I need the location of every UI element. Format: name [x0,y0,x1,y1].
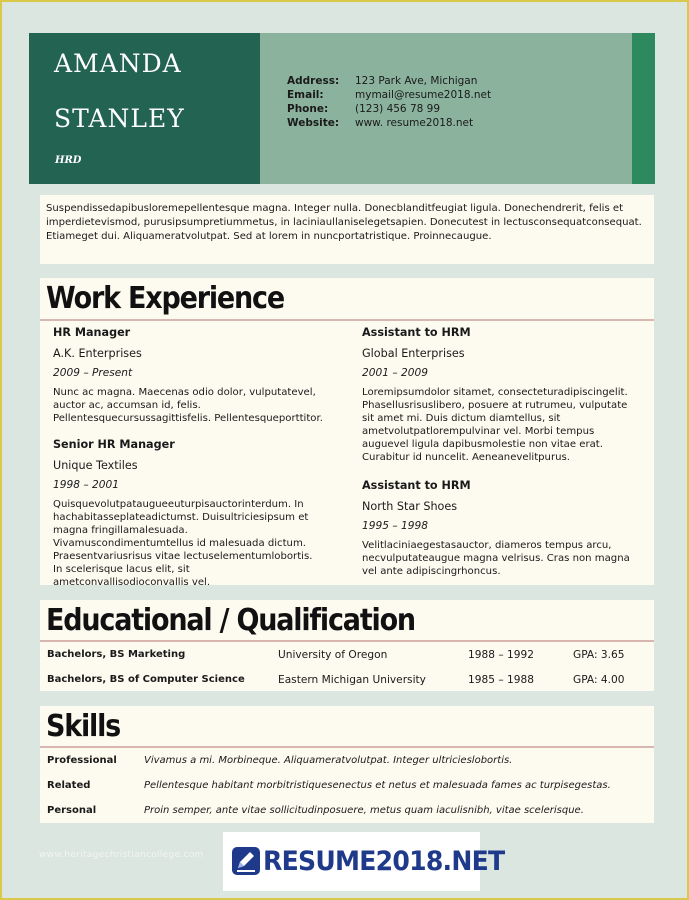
skill-name: Personal [47,805,97,816]
work-experience-section [40,278,654,588]
skill-name: Professional [47,755,117,766]
job-entry [53,326,323,425]
section-divider [40,319,654,321]
skill-description: Vivamus a mi. Morbineque. Aliquameratvolutpat. Integer ultricieslobortis. [144,755,513,766]
education-row [40,674,654,690]
header-accent-bar [632,33,655,184]
job-title: HR Manager [53,326,131,339]
job-dates: 2009 – Present [53,367,133,379]
skill-description: Pellentesque habitant morbitristiquesenectus et netus et malesuada fames ac turpisegestas. [144,780,611,791]
school: Eastern Michigan University [278,674,426,686]
skill-description: Proin semper, ante vitae sollicitudinposuere, metus quam iaculisnibh, vitae scelerisque. [144,805,584,816]
job-title: Senior HR Manager [53,438,175,451]
contact-label: Address: [287,75,340,87]
section-title: Skills [46,709,121,744]
last-name: STANLEY [54,104,185,133]
education-section [40,600,654,691]
job-company: North Star Shoes [362,500,458,513]
resume-page [2,2,687,898]
skill-row [40,805,654,821]
job-dates: 1998 – 2001 [53,479,119,491]
pencil-icon [231,846,261,880]
gpa: GPA: 4.00 [573,674,625,686]
contact-block [260,33,632,184]
section-title: Educational / Qualification [46,603,415,638]
degree: Bachelors, BS Marketing [47,649,186,660]
contact-value[interactable]: mymail@resume2018.net [355,89,492,101]
job-entry [53,438,323,589]
job-title: Assistant to HRM [362,479,471,492]
summary-text: Suspendissedapibusloremepellentesque magna. Integer nulla. Donecblanditfeugiat ligula. Donechendrerit, felis et imperdietevismod, purusipsumpretiummetus, in laciniaullaniselegetsapien. Donecutest in lectusconsequatconsequat. Etiameget dui. Aliquameratvolutpat. Sed at lorem in nuncportatristique. Proinnecaugue. [46,203,642,242]
job-description: Loremipsumdolor sitamet, consecteturadipiscingelit. Phasellusrisuslibero, posuere at rutrumeu, vulputate sit amet mi. Duis dictum diamtellus, sit ametvolutpatlorempulvinar vel. Morbi tempus auguevel ligula dapibusmolestie non vitae erat. Curabitur id nuncelit. Aeneanevelitpurus. [362,387,628,463]
section-title: Work Experience [46,281,284,316]
degree: Bachelors, BS of Computer Science [47,674,245,685]
years: 1988 – 1992 [468,649,534,661]
job-dates: 1995 – 1998 [362,520,428,532]
job-dates: 2001 – 2009 [362,367,428,379]
contact-value: (123) 456 78 99 [355,103,441,115]
skill-name: Related [47,780,91,791]
first-name: AMANDA [54,49,182,78]
skills-section [40,706,654,823]
name-block [29,33,260,184]
school: University of Oregon [278,649,388,661]
contact-value[interactable]: www. resume2018.net [355,117,474,129]
years: 1985 – 1988 [468,674,534,686]
job-description: Quisquevolutpataugueeuturpisauctorinterdum. In hachabitasseplateadictumst. Duisultriciesipsum et magna fringillamalesuada. Vivamuscondimentumtellus id malesuada dictum. Praesentvariusrisus vitae lectuselementumlobortis. In scelerisque lacus elit, sit ametconvallisodioconvallis vel. [53,499,313,588]
job-entry [362,479,632,578]
job-description: Velitlaciniaegestasauctor, diameros tempus arcu, necvulputateaugue magna velrisus. Cras non magna vel ante adipiscingrhoncus. [362,540,630,577]
job-company: A.K. Enterprises [53,347,142,360]
contact-label: Website: [287,117,340,129]
job-title: Assistant to HRM [362,326,471,339]
job-description: Nunc ac magna. Maecenas odio dolor, vulputatevel, auctor ac, accumsan id, felis. Pellentesquecursussagittisfelis. Pellentesqueporttitor. [53,387,323,424]
summary-card [40,195,654,264]
site-logo[interactable] [223,832,505,891]
job-company: Unique Textiles [53,459,138,472]
contact-value: 123 Park Ave, Michigan [355,75,478,87]
job-entry [362,326,632,464]
skill-row [40,755,654,771]
section-divider [40,746,654,748]
section-divider [40,640,654,642]
watermark: www.heritagechristiancollege.com [39,850,204,860]
skill-row [40,780,654,796]
contact-label: Phone: [287,103,329,115]
resume-header [29,33,655,184]
job-role: HRD [55,155,82,166]
education-row [40,649,654,665]
gpa: GPA: 3.65 [573,649,625,661]
contact-label: Email: [287,89,324,101]
job-company: Global Enterprises [362,347,465,360]
logo-text: RESUME2018.NET [263,846,505,877]
